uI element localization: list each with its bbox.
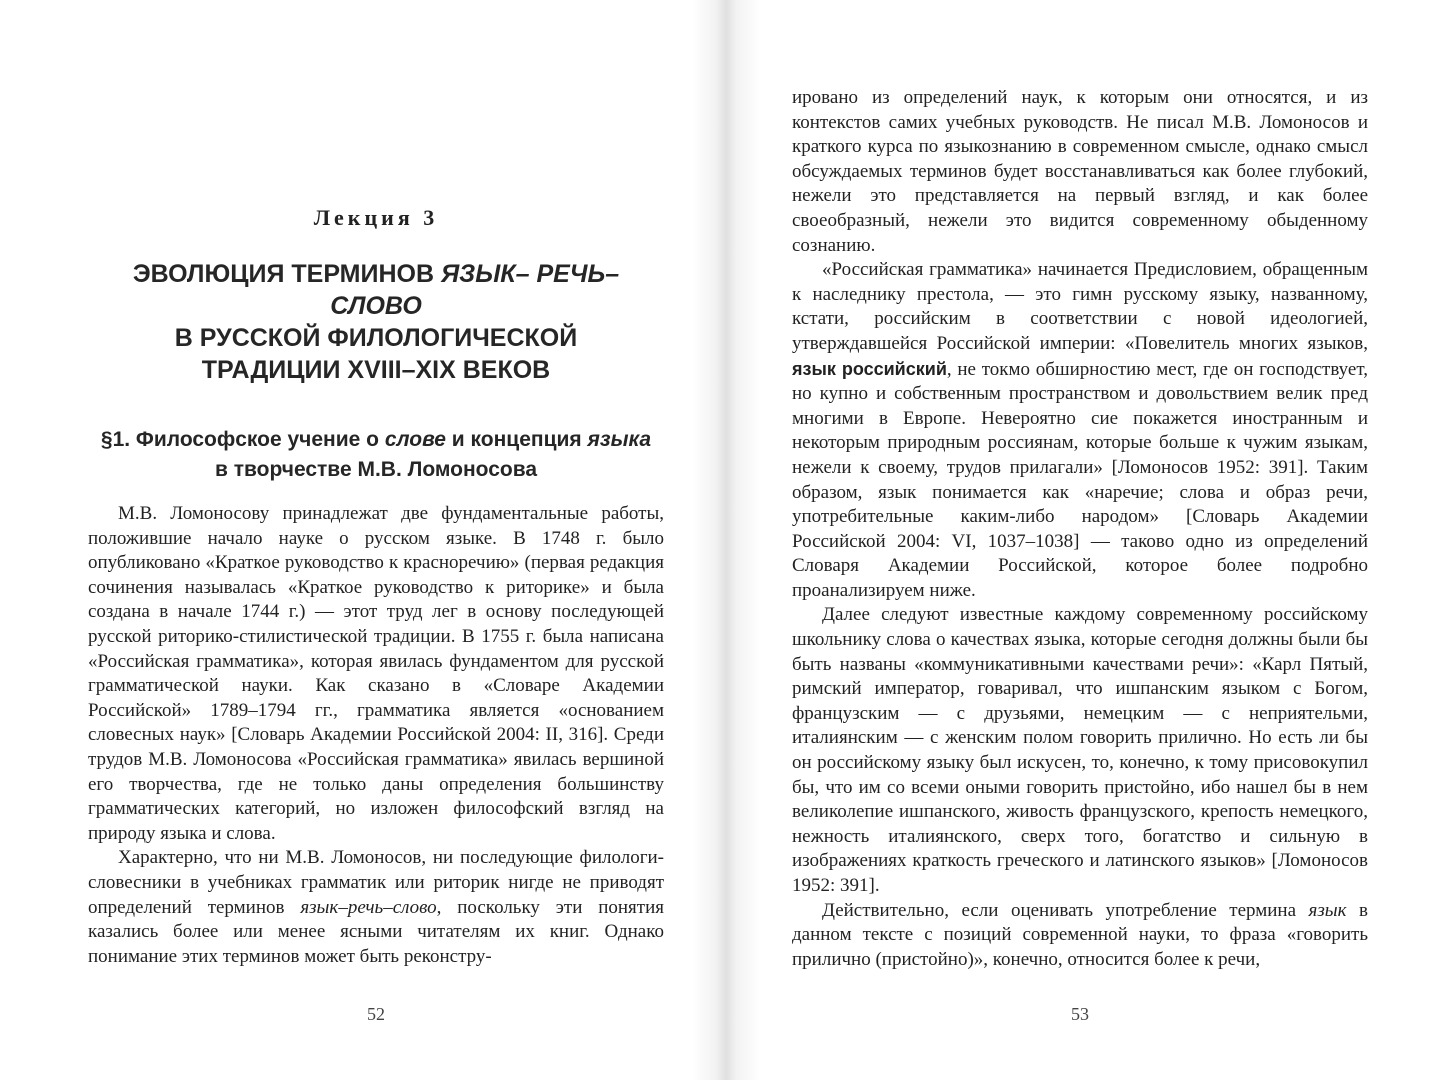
right-page — [726, 0, 1452, 1080]
page-number-left: 52 — [367, 1004, 385, 1024]
section-title-line-2: в творчестве М.В. Ломоносова — [214, 458, 538, 481]
chapter-title-terms: ЯЗЫК– РЕЧЬ–СЛОВО — [330, 260, 620, 320]
section-title-line-1: §1. Философское учение о слове и концепция языка — [100, 428, 652, 451]
chapter-title-line-2: В РУССКОЙ ФИЛОЛОГИЧЕСКОЙ — [174, 324, 578, 352]
page-number-right: 53 — [1071, 1004, 1089, 1024]
right-page-body — [792, 86, 1368, 972]
right-paragraph-2: «Российская грамматика» начинается Предисловием, обращенным к наследнику престола, — это гимн русскому языку, названному, кстати, российским в соответствии с новой идеологией, утверждавшейся Российской империи: «Повелитель многих языков, язык российский, не токмо обширностию мест, где он господствует, но купно и собственным пространством и довольствием велик пред многими в Европе. Невероятно сие покажется иностранным и некоторым природным россиянам, которые больше к чужим языкам, нежели к своему, трудов прилагали» [Ломоносов 1952: 391]. Таким образом, язык понимается как «наречие; слова и образ речи, употребительные каким-либо народом» [Словарь Академии Российской 2004: VI, 1037–1038] — таково одно из определений Словаря Академии Российской, которое более подробно проанализируем ниже. — [792, 259, 1368, 601]
left-page-body — [88, 502, 664, 969]
chapter-title-line-3: ТРАДИЦИИ XVIII–XIX ВЕКОВ — [201, 356, 551, 384]
section-title — [88, 425, 664, 485]
lecture-label: Лекция 3 — [313, 205, 439, 230]
chapter-title — [88, 258, 664, 386]
gutter-shadow-right — [726, 0, 760, 1080]
left-paragraph-2: Характерно, что ни М.В. Ломоносов, ни последующие филологи-словесники в учебниках грамматик или риторик нигде не приводят определений терминов язык–речь–слово, поскольку эти понятия казались более или менее ясными читателям их книг. Однако понимание этих терминов может быть реконстру- — [88, 847, 664, 967]
chapter-title-line-1: ЭВОЛЮЦИЯ ТЕРМИНОВ ЯЗЫК– РЕЧЬ–СЛОВО — [132, 260, 620, 320]
right-paragraph-4: Действительно, если оценивать употребление термина язык в данном тексте с позиций современной науки, то фраза «говорить прилично (пристойно)», конечно, относится более к речи, — [792, 899, 1368, 970]
gutter-shadow-left — [692, 0, 726, 1080]
left-paragraph-1: М.В. Ломоносову принадлежат две фундаментальные работы, положившие начало науке о русском языке. В 1748 г. было опубликовано «Краткое руководство к красноречию» (первая редакция сочинения называлась «Краткое руководство к риторике» и была создана в начале 1744 г.) — этот труд лег в основу последующей русской риторико-стилистической традиции. В 1755 г. была написана «Российская грамматика», которая явилась фундаментом для русской грамматической науки. Как сказано в «Словаре Академии Российской» 1789–1794 гг., грамматика является «основанием словесных наук» [Словарь Академии Российской 2004: II, 316]. Среди трудов М.В. Ломоносова «Российская грамматика» явилась вершиной его творчества, где не только даны определения большинству грамматических категорий, но изложен философский взгляд на природу языка и слова. — [88, 503, 664, 844]
right-paragraph-1: ировано из определений наук, к которым они относятся, и из контекстов самих учебных руководств. Не писал М.В. Ломоносов и краткого курса по языкознанию в современном смысле, однако смысл обсуждаемых терминов будет восстанавливаться как более глубокий, нежели это представляется на первый взгляд, и как более своеобразный, нежели это видится современному обыденному сознанию. — [792, 87, 1368, 256]
right-paragraph-3: Далее следуют известные каждому современному российскому школьнику слова о качествах языка, которые сегодня должны были бы быть названы «коммуникативными качествами речи»: «Карл Пятый, римский император, говаривал, что ишпанским языком с Богом, французским — с друзьями, немецким — с неприятельми, италиянским — с женским полом говорить прилично. Но есть ли бы он российскому языку был искусен, то, конечно, к тому присовокупил бы, что им со всеми оными говорить пристойно, ибо нашел бы в нем великолепие ишпанского, живость французского, крепость немецкого, нежность италиянского, сверх того, богатство и сильную в изображениях краткость греческого и латинского языков» [Ломоносов 1952: 391]. — [792, 604, 1368, 896]
